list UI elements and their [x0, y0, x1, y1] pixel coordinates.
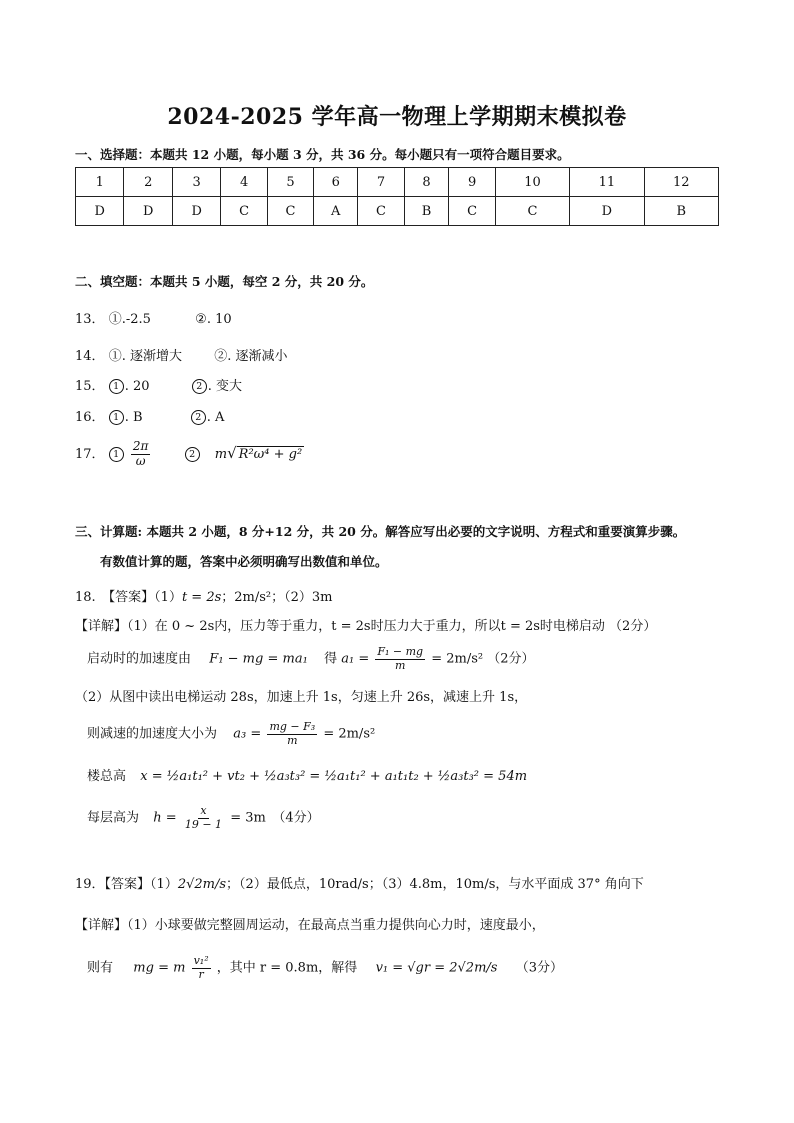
q19-detail-2	[87, 955, 563, 981]
circled-2-marker: 2	[185, 447, 200, 462]
section2-heading: 二、填空题：本题共 5 小题，每空 2 分，共 20 分。	[75, 274, 374, 289]
q18-h-rhs: = 3m （4分）	[230, 810, 320, 826]
q13-answer-2: ②. 10	[195, 312, 232, 327]
fraction-numerator: F₁ − mg	[377, 645, 424, 658]
q18-answer-rest: ；2m/s²；（2）3m	[221, 590, 333, 605]
question-number: 6	[314, 168, 358, 197]
q16-line	[75, 406, 224, 425]
q13-number: 13．	[75, 312, 105, 327]
q18-h-lhs: h =	[153, 810, 177, 826]
q19-detail-1: 【详解】（1）小球要做完整圆周运动，在最高点当重力提供向心力时，速度最小，	[75, 918, 545, 933]
fraction-denominator: m	[395, 658, 406, 672]
q16-number: 16．	[75, 410, 105, 425]
q14-answer-1: ①. 逐渐增大	[108, 349, 182, 364]
section3-heading-line2: 有数值计算的题，答案中必须明确写出数值和单位。	[100, 554, 388, 569]
section1-heading: 一、选择题：本题共 12 小题，每小题 3 分，共 36 分。每小题只有一项符合题目要求。	[75, 147, 570, 162]
q17-line	[75, 440, 304, 469]
q18-detail-1: 【详解】（1）在 0 ~ 2s内，压力等于重力，t = 2s时压力大于重力，所以t = 2s时电梯启动 （2分）	[75, 619, 657, 634]
answer-cell: C	[221, 197, 267, 226]
answer-cell: D	[570, 197, 644, 226]
circled-2-marker: 2	[191, 410, 206, 425]
circled-2-marker: 2	[192, 379, 207, 394]
q18-a3-rhs: = 2m/s²	[323, 726, 376, 742]
fraction-numerator: v₁²	[193, 954, 209, 967]
q14-line	[75, 345, 288, 364]
answer-cell: A	[314, 197, 358, 226]
q17-fraction	[131, 440, 151, 469]
q19-answer-line	[75, 873, 644, 892]
question-number: 8	[404, 168, 449, 197]
q18-detail-5	[87, 765, 527, 784]
answer-table	[75, 167, 719, 226]
q15-answer-1: . 20	[124, 379, 150, 394]
q19-v1-result: v₁ = √gr = 2√2m/s	[375, 960, 498, 976]
answer-cell: C	[449, 197, 495, 226]
question-number: 9	[449, 168, 495, 197]
q18-a1-rhs: = 2m/s² （2分）	[431, 651, 535, 667]
fraction-denominator: 19 − 1	[184, 817, 223, 831]
q18-a1-lhs: a₁ =	[341, 651, 370, 667]
answer-table-answer-row	[76, 197, 719, 226]
answer-cell: D	[124, 197, 172, 226]
q17-expression-root: R²ω⁴ + g²	[238, 446, 303, 462]
q17-number: 17．	[75, 446, 105, 462]
question-number: 3	[172, 168, 220, 197]
fraction-numerator: 2π	[132, 439, 149, 453]
q18-h-fraction	[183, 805, 224, 831]
answer-cell: C	[267, 197, 313, 226]
circled-1-marker: 1	[109, 410, 124, 425]
q19-v1-fraction	[192, 955, 211, 981]
question-number: 4	[221, 168, 267, 197]
q15-line	[75, 375, 242, 394]
q18-detail-2-prefix: 启动时的加速度由	[87, 651, 192, 667]
q17-expression-m: m	[214, 446, 228, 462]
q15-answer-2: . 变大	[207, 379, 243, 394]
answer-cell: C	[495, 197, 569, 226]
answer-cell: D	[172, 197, 220, 226]
q18-detail-4-prefix: 则减速的加速度大小为	[87, 726, 218, 742]
question-number: 12	[644, 168, 718, 197]
q19-detail-2-prefix: 则有	[87, 960, 114, 976]
q13-answer-1: ①.-2.5	[108, 312, 151, 327]
section3-heading: 三、计算题: 本题共 2 小题，8 分+12 分，共 20 分。解答应写出必要的文字说明、方程式和重要演算步骤。	[75, 524, 686, 539]
question-number: 10	[495, 168, 569, 197]
circled-1-marker: 1	[109, 447, 124, 462]
q15-number: 15．	[75, 379, 105, 394]
q14-answer-2: ②. 逐渐减小	[214, 349, 288, 364]
q19-answer-prefix: 19．【答案】（1）	[75, 877, 178, 892]
q18-detail-5-prefix: 楼总高	[87, 769, 127, 784]
q18-height-equation: x = ½a₁t₁² + vt₂ + ½a₃t₃² = ½a₁t₁² + a₁t₁t₂ + ½a₃t₃² = 54m	[140, 769, 528, 784]
answer-cell: D	[76, 197, 124, 226]
q18-answer-t: t = 2s	[181, 590, 222, 605]
q18-a3-lhs: a₃ =	[233, 726, 262, 742]
answer-cell: B	[404, 197, 449, 226]
q18-detail-4	[87, 721, 375, 747]
q13-line	[75, 308, 232, 327]
circled-1-marker: 1	[109, 379, 124, 394]
answer-cell: B	[644, 197, 718, 226]
fraction-denominator: r	[198, 967, 204, 981]
q18-answer-line	[75, 586, 333, 605]
fraction-numerator: x	[200, 804, 207, 817]
sqrt-icon: √	[227, 443, 237, 462]
page-title: 2024-2025 学年高一物理上学期期末模拟卷	[167, 104, 627, 130]
fraction-numerator: mg − F₃	[269, 720, 316, 733]
q16-answer-1: . B	[124, 410, 143, 425]
answer-table-number-row	[76, 168, 719, 197]
question-number: 5	[267, 168, 313, 197]
q18-a1-fraction	[375, 646, 425, 672]
q19-answer-v: 2√2m/s	[177, 877, 227, 892]
q18-detail-3: （2）从图中读出电梯运动 28s，加速上升 1s，匀速上升 26s，减速上升 1s，	[75, 690, 528, 705]
q18-answer-prefix: 18. 【答案】（1）	[75, 590, 182, 605]
q14-number: 14．	[75, 349, 105, 364]
q19-detail-2-mid: ，其中 r = 0.8m，解得	[216, 960, 358, 976]
q18-a3-fraction	[267, 721, 317, 747]
fraction-denominator: ω	[135, 453, 146, 468]
q19-answer-rest: ；（2）最低点，10rad/s；（3）4.8m，10m/s，与水平面成 37° 角向下	[226, 877, 644, 892]
question-number: 1	[76, 168, 124, 197]
q18-detail-6-prefix: 每层高为	[87, 810, 140, 826]
fraction-denominator: m	[287, 733, 298, 747]
question-number: 2	[124, 168, 172, 197]
q18-detail-6	[87, 805, 320, 831]
q19-mg-lhs: mg = m	[133, 960, 186, 976]
question-number: 7	[358, 168, 404, 197]
q19-score: （3分）	[515, 960, 564, 976]
q18-equation-1: F₁ − mg = ma₁	[209, 651, 308, 667]
q16-answer-2: . A	[206, 410, 225, 425]
question-number: 11	[570, 168, 644, 197]
q18-detail-2	[87, 646, 535, 672]
q18-detail-2-mid: 得	[324, 651, 338, 667]
answer-cell: C	[358, 197, 404, 226]
